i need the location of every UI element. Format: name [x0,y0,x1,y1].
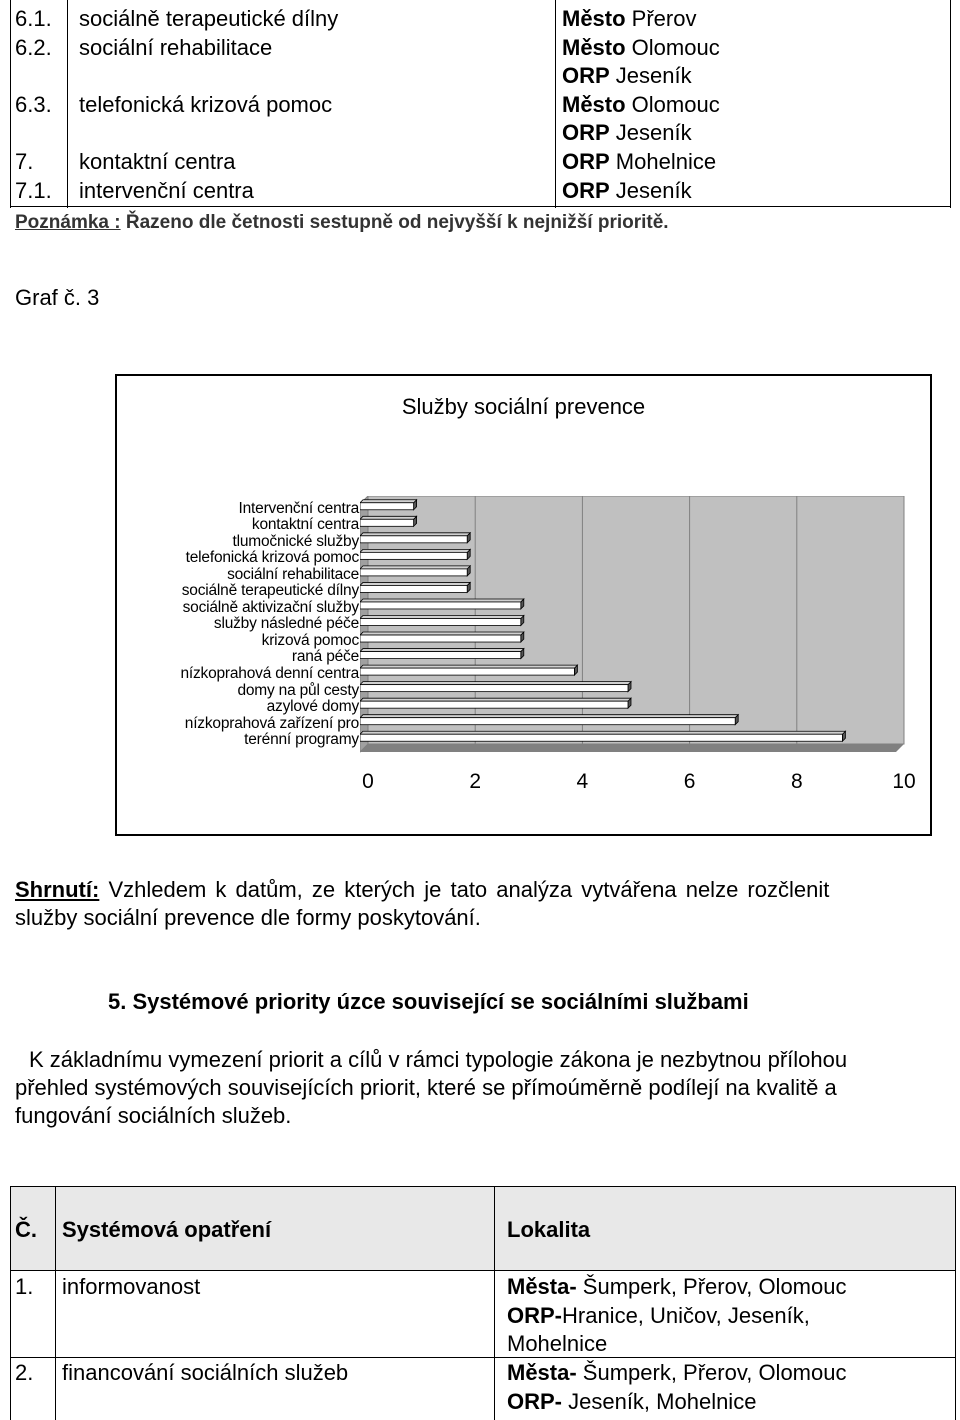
bar-front [360,652,521,659]
bar-front [360,536,467,543]
bar-top [360,599,524,602]
x-tick-label: 2 [469,770,482,793]
bar [360,715,738,725]
bar [360,731,845,741]
x-tick-labels [0,768,960,796]
category-label: sociální rehabilitace [227,565,359,583]
chart-plot [360,496,905,756]
measure-name: financování sociálních služeb [62,1360,349,1385]
row-location [562,177,692,205]
bar-front [360,635,521,642]
bar [360,533,470,543]
location-line [507,1330,607,1358]
header-location: Lokalita [507,1217,591,1242]
bar [360,582,470,592]
row-num: 6.2. [15,34,52,60]
location-names: Šumperk, Přerov, Olomouc [576,1274,847,1299]
category-label: sociálně aktivizační služby [182,598,359,616]
bar-front [360,519,414,526]
bar [360,616,524,626]
category-label: terénní programy [244,731,359,749]
category-label: telefonická krizová pomoc [185,549,359,567]
location-name: Jeseník [609,177,692,203]
bar [360,500,417,510]
bar-top [360,516,417,519]
bar-top [360,549,470,552]
location-name: Mohelnice [609,149,717,174]
section-para-3: fungování sociálních služeb. [15,1103,292,1128]
row-service: kontaktní centra [79,149,236,174]
bar-front [360,552,467,559]
location-names: Hranice, Uničov, Jeseník, [562,1302,810,1328]
location-names: Šumperk, Přerov, Olomouc [576,1360,847,1385]
bar-front [360,569,467,576]
location-type: Města- [507,1274,577,1299]
graph-caption: Graf č. 3 [15,285,100,310]
measure-num: 2. [15,1360,34,1385]
bar-top [360,632,524,635]
bar [360,649,524,659]
bar-top [360,649,524,652]
bar [360,665,577,675]
category-label: sociálně terapeutické dílny [181,582,359,600]
row-service: intervenční centra [79,177,254,203]
note-line [15,210,669,236]
section-heading: 5. Systémové priority úzce související se sociálními službami [108,989,749,1014]
bar-top [360,715,738,718]
row-num: 6.1. [15,6,52,31]
location-line [507,1359,846,1387]
bar [360,599,524,609]
summary-text-1: Vzhledem k datům, ze kterých je tato analýza vytvářena nelze rozčlenit [99,877,830,902]
location-names: Jeseník, Mohelnice [562,1388,757,1414]
x-tick-label: 8 [790,770,803,793]
bar [360,682,631,692]
location-type: Města- [507,1360,577,1385]
location-name: Olomouc [625,91,720,117]
row-service: sociální rehabilitace [79,34,273,60]
bar-top [360,665,577,668]
row-location [562,62,692,90]
note-text: Řazeno dle četnosti sestupně od nejvyšší k nejnižší prioritě. [120,212,669,233]
section-para-2: přehled systémových souvisejících priorit, které se přímoúměrně podílejí na kvalitě a [15,1075,837,1100]
bar [360,516,417,526]
bar-top [360,616,524,619]
location-name: Přerov [625,6,697,31]
x-tick-label: 0 [362,770,374,793]
bar-top [360,698,631,701]
plot-floor [360,744,904,752]
bar-top [360,582,470,585]
summary-text-2: služby sociální prevence dle formy poskytování. [15,905,481,930]
location-type: ORP [562,63,610,89]
section-para-1: K základnímu vymezení priorit a cílů v rámci typologie zákona je nezbytnou přílohou [29,1047,848,1072]
location-name: Olomouc [625,34,720,60]
bar [360,566,470,576]
row-num: 7. [15,149,34,174]
location-names: Mohelnice [507,1331,608,1357]
bar-top [360,731,845,734]
category-label: azylové domy [266,698,359,716]
bar-top [360,500,417,503]
bar-front [360,734,842,741]
bar-front [360,619,521,626]
location-type: Město [562,6,626,31]
header-num: Č. [15,1217,37,1242]
category-label: nízkoprahová zařízení pro [184,714,359,732]
row-location [562,5,696,33]
row-num: 6.3. [15,91,52,117]
location-type: ORP [562,177,610,203]
category-label: Intervenční centra [238,499,359,517]
row-num: 7.1. [15,177,52,203]
location-type: ORP- [507,1302,562,1328]
location-name: Jeseník [609,63,692,89]
category-label: služby následné péče [213,615,359,633]
x-tick-label: 4 [576,770,589,793]
row-location [562,34,720,62]
note-label: Poznámka : [15,212,121,233]
row-service: telefonická krizová pomoc [79,91,333,117]
location-line [507,1273,846,1301]
location-type: Město [562,91,626,117]
bar-front [360,503,414,510]
row-location [562,119,692,147]
category-label: raná péče [291,648,359,666]
location-type: ORP [562,149,610,174]
category-label: nízkoprahová denní centra [180,665,359,682]
bar-top [360,682,631,685]
location-type: Město [562,34,626,60]
bar-front [360,668,574,675]
measure-num: 1. [15,1274,34,1299]
bar-front [360,701,628,708]
measure-name: informovanost [62,1274,201,1299]
bar [360,549,470,559]
bar [360,698,631,708]
chart-title: Služby sociální prevence [401,394,646,419]
category-label: kontaktní centra [251,516,359,534]
category-labels [0,498,359,760]
location-line [507,1302,810,1330]
location-type: ORP- [507,1388,562,1414]
row-service: sociálně terapeutické dílny [79,6,339,31]
location-name: Jeseník [609,120,692,146]
location-line [507,1388,756,1416]
x-tick-label: 6 [683,770,696,793]
row-location [562,91,720,119]
bar-top [360,566,470,569]
bar-front [360,585,467,592]
summary [15,876,829,904]
row-location [562,148,716,176]
bar-front [360,718,735,725]
category-label: tlumočnické služby [232,532,359,550]
location-type: ORP [562,120,610,146]
category-label: krizová pomoc [261,631,359,649]
bar-front [360,685,628,692]
x-tick-label: 10 [892,770,916,793]
bar-top [360,533,470,536]
bar [360,632,524,642]
bar-front [360,602,521,609]
category-label: domy na půl cesty [237,681,359,699]
summary-label: Shrnutí: [15,877,100,902]
header-measure: Systémová opatření [62,1217,272,1242]
